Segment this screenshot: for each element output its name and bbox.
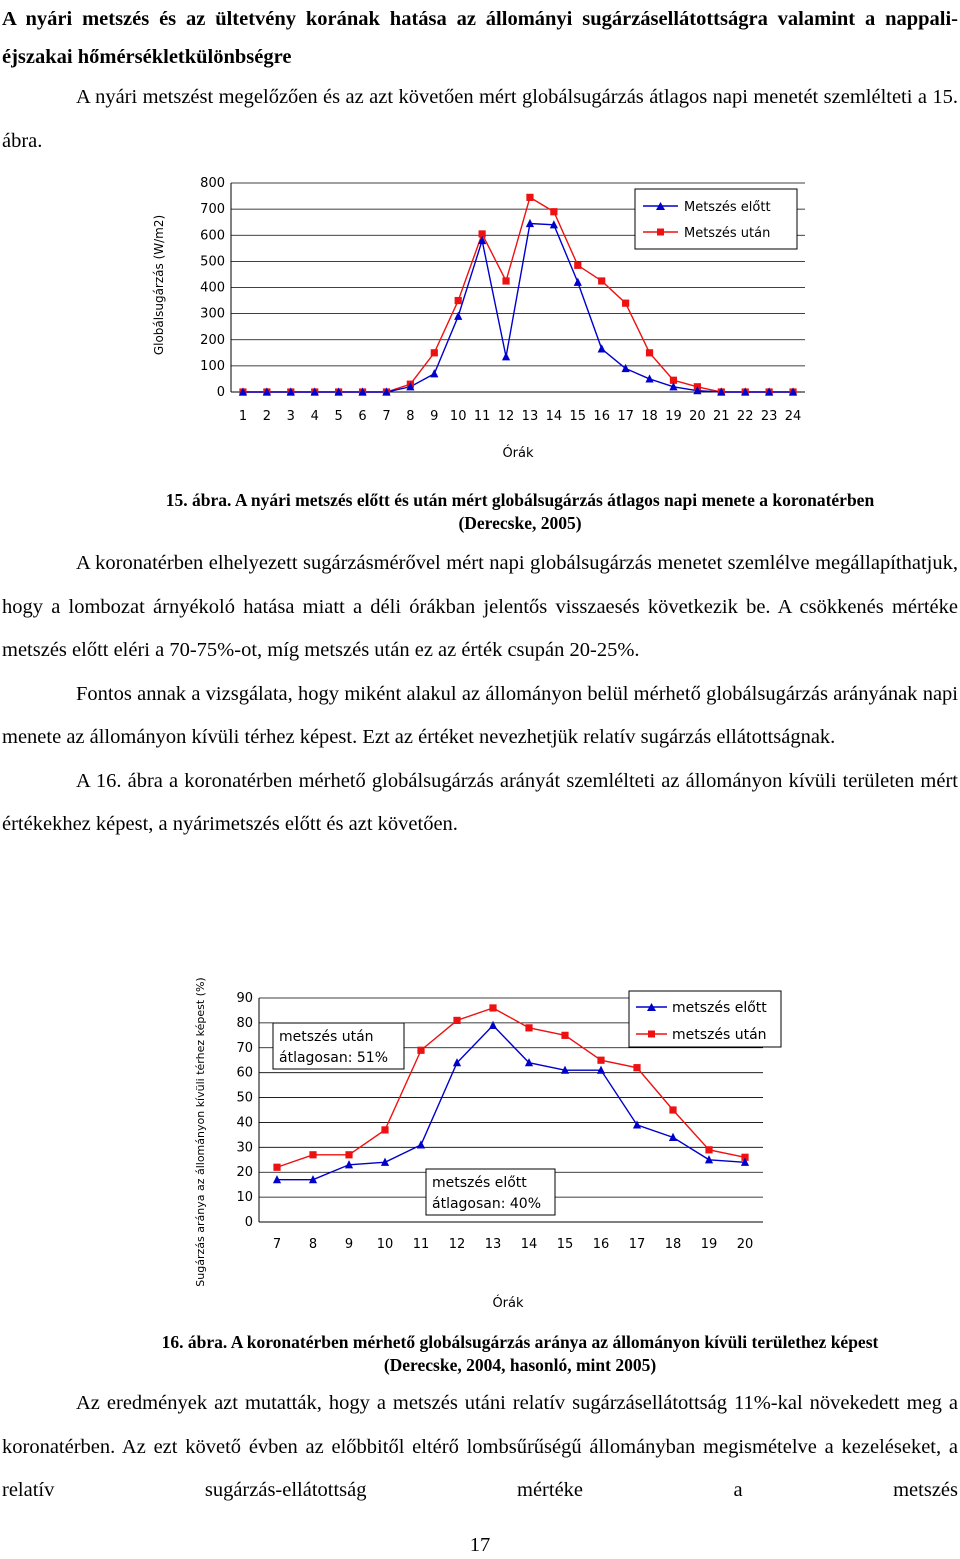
data-point-after	[273, 1164, 280, 1171]
chart-legend	[629, 991, 781, 1047]
y-tick-label: 400	[200, 280, 225, 296]
legend-label-after: metszés után	[672, 1027, 767, 1043]
data-point-after	[598, 277, 605, 284]
figure-15-caption-text: A nyári metszés előtt és után mért globálsugárzás átlagos napi menete a koronatérben	[234, 490, 875, 510]
legend-marker-after	[657, 229, 664, 236]
data-point-after	[455, 297, 462, 304]
y-tick-label: 70	[236, 1040, 253, 1056]
x-tick-label: 9	[430, 409, 439, 424]
y-tick-label: 700	[200, 202, 225, 218]
figure-16-chart	[180, 952, 790, 1314]
paragraph-5-container	[2, 1382, 958, 1513]
legend-label-before: metszés előtt	[672, 1000, 767, 1016]
y-axis-label: Sugárzás aránya az állományon kívüli térhez képest (%)	[194, 977, 207, 1287]
annotation-after-average	[273, 1023, 404, 1069]
x-tick-label: 15	[556, 1237, 574, 1252]
annotation-after-line1: metszés után	[279, 1029, 374, 1045]
y-tick-label: 40	[236, 1115, 253, 1131]
data-point-after	[705, 1146, 712, 1153]
paragraph-group-2	[2, 542, 958, 847]
data-point-after	[633, 1064, 640, 1071]
x-axis-label: Órák	[502, 446, 534, 461]
y-tick-label: 100	[200, 358, 225, 374]
x-tick-label: 14	[545, 409, 563, 424]
x-tick-label: 12	[448, 1237, 466, 1252]
x-tick-label: 19	[665, 409, 682, 424]
y-tick-label: 80	[236, 1015, 253, 1031]
section-heading: A nyári metszés és az ültetvény korának hatása az állományi sugárzásellátottságra valamint a nappali-éjszakai hőmérsékletkülönbségre	[2, 8, 958, 68]
data-point-after	[561, 1032, 568, 1039]
x-tick-label: 18	[664, 1237, 682, 1252]
x-tick-label: 20	[736, 1237, 754, 1252]
figure-15-label: 15. ábra.	[165, 490, 232, 510]
x-axis-label: Órák	[492, 1296, 524, 1311]
x-tick-label: 6	[358, 409, 367, 424]
y-tick-label: 60	[236, 1065, 253, 1081]
x-tick-label: 21	[713, 409, 730, 424]
data-point-after	[525, 1024, 532, 1031]
x-tick-label: 7	[272, 1237, 282, 1252]
x-tick-label: 15	[569, 409, 587, 424]
legend-label-before: Metszés előtt	[684, 200, 771, 215]
x-tick-label: 18	[641, 409, 658, 424]
figure-15-chart	[143, 170, 815, 465]
data-point-after	[309, 1151, 316, 1158]
y-tick-label: 500	[200, 254, 225, 270]
data-point-after	[502, 277, 509, 284]
figure-16-caption-location: (Derecske, 2004, hasonló, mint 2005)	[383, 1355, 657, 1375]
paragraph-2: A koronatérben elhelyezett sugárzásmérővel mért napi globálsugárzás menetet szemlélve megállapíthatjuk, hogy a lombozat árnyékoló hatása miatt a déli órákban jelentős visszaesés következik be. A csökkenés mértéke metszés előtt eléri a 70-75%-ot, míg metszés után ez az érték csupán 20-25%.	[2, 552, 958, 661]
x-tick-label: 2	[262, 409, 272, 424]
data-point-after	[646, 349, 653, 356]
x-tick-label: 11	[473, 409, 491, 424]
y-tick-label: 50	[236, 1090, 253, 1106]
data-point-after	[381, 1126, 388, 1133]
x-tick-label: 10	[449, 409, 467, 424]
y-tick-label: 800	[200, 176, 225, 191]
x-tick-label: 14	[520, 1237, 538, 1252]
data-point-after	[417, 1047, 424, 1054]
y-tick-label: 0	[216, 385, 225, 400]
y-tick-label: 0	[244, 1215, 253, 1230]
paragraph-3: Fontos annak a vizsgálata, hogy miként alakul az állományon belül mérhető globálsugárzás arányának napi menete az állományon kívüli térhez képest. Ezt az értéket nevezhetjük relatív sugárzás ellátottságnak.	[2, 682, 958, 748]
figure-16-caption	[80, 1331, 960, 1377]
data-point-after	[489, 1004, 496, 1011]
legend-marker-after	[648, 1031, 655, 1038]
x-tick-label: 8	[308, 1237, 318, 1252]
x-tick-label: 20	[689, 409, 706, 424]
x-tick-label: 19	[700, 1237, 718, 1252]
paragraph-5: Az eredmények azt mutatták, hogy a metszés utáni relatív sugárzásellátottság 11%-kal növekedett meg a koronatérben. Az ezt követő évben az előbbitől eltérő lombsűrűségű állományban megismételve a kezeléseket, a relatív sugárzás-ellátottság mértéke a metszés	[2, 1392, 958, 1501]
x-tick-label: 11	[412, 1237, 430, 1252]
data-point-after	[345, 1151, 352, 1158]
x-tick-label: 7	[382, 409, 391, 424]
figure-16-label: 16. ábra.	[161, 1332, 228, 1352]
x-tick-label: 3	[286, 409, 295, 424]
x-tick-label: 17	[628, 1237, 646, 1252]
x-tick-label: 8	[406, 409, 415, 424]
x-tick-label: 12	[497, 409, 515, 424]
x-tick-label: 23	[760, 409, 778, 424]
x-tick-label: 10	[376, 1237, 394, 1252]
annotation-before-average	[426, 1169, 555, 1215]
data-point-after	[431, 349, 438, 356]
paragraph-1: A nyári metszést megelőzően és az azt követően mért globálsugárzás átlagos napi menetét szemlélteti a 15. ábra.	[2, 86, 958, 152]
y-tick-label: 300	[200, 306, 225, 322]
x-tick-label: 13	[521, 409, 539, 424]
y-tick-label: 600	[200, 228, 225, 244]
page-number: 17	[469, 1534, 491, 1556]
y-tick-label: 200	[200, 332, 225, 348]
x-tick-label: 5	[334, 409, 343, 424]
x-tick-label: 9	[344, 1237, 354, 1252]
data-point-after	[622, 300, 629, 307]
paragraph-1-container	[2, 76, 958, 163]
x-tick-label: 4	[310, 409, 319, 424]
chart-legend	[635, 189, 797, 249]
y-tick-label: 20	[236, 1165, 253, 1181]
figure-16-caption-text: A koronatérben mérhető globálsugárzás aránya az állományon kívüli területhez képest	[230, 1332, 879, 1352]
annotation-before-line1: metszés előtt	[432, 1175, 527, 1191]
legend-label-after: Metszés után	[684, 226, 771, 241]
annotation-before-line2: átlagosan: 40%	[432, 1196, 542, 1212]
x-tick-label: 1	[238, 409, 248, 424]
x-tick-label: 24	[784, 409, 802, 424]
y-axis-label: Globálsugárzás (W/m2)	[152, 214, 166, 356]
data-point-after	[669, 1106, 676, 1113]
data-point-after	[550, 208, 557, 215]
y-tick-label: 90	[236, 991, 253, 1006]
annotation-after-line2: átlagosan: 51%	[279, 1050, 389, 1066]
data-point-after	[574, 262, 581, 269]
data-point-after	[526, 194, 533, 201]
x-tick-label: 16	[593, 409, 610, 424]
figure-15-caption-location: (Derecske, 2005)	[458, 513, 582, 533]
y-tick-label: 30	[236, 1140, 253, 1156]
data-point-after	[453, 1017, 460, 1024]
paragraph-4: A 16. ábra a koronatérben mérhető globálsugárzás arányát szemlélteti az állományon kívüli területen mért értékekhez képest, a nyárimetszés előtt és azt követően.	[2, 769, 958, 835]
figure-15-caption	[80, 489, 960, 535]
data-point-after	[597, 1057, 604, 1064]
x-tick-label: 22	[736, 409, 754, 424]
x-tick-label: 16	[592, 1237, 610, 1252]
x-tick-label: 13	[484, 1237, 502, 1252]
x-tick-label: 17	[617, 409, 634, 424]
y-tick-label: 10	[236, 1190, 253, 1206]
